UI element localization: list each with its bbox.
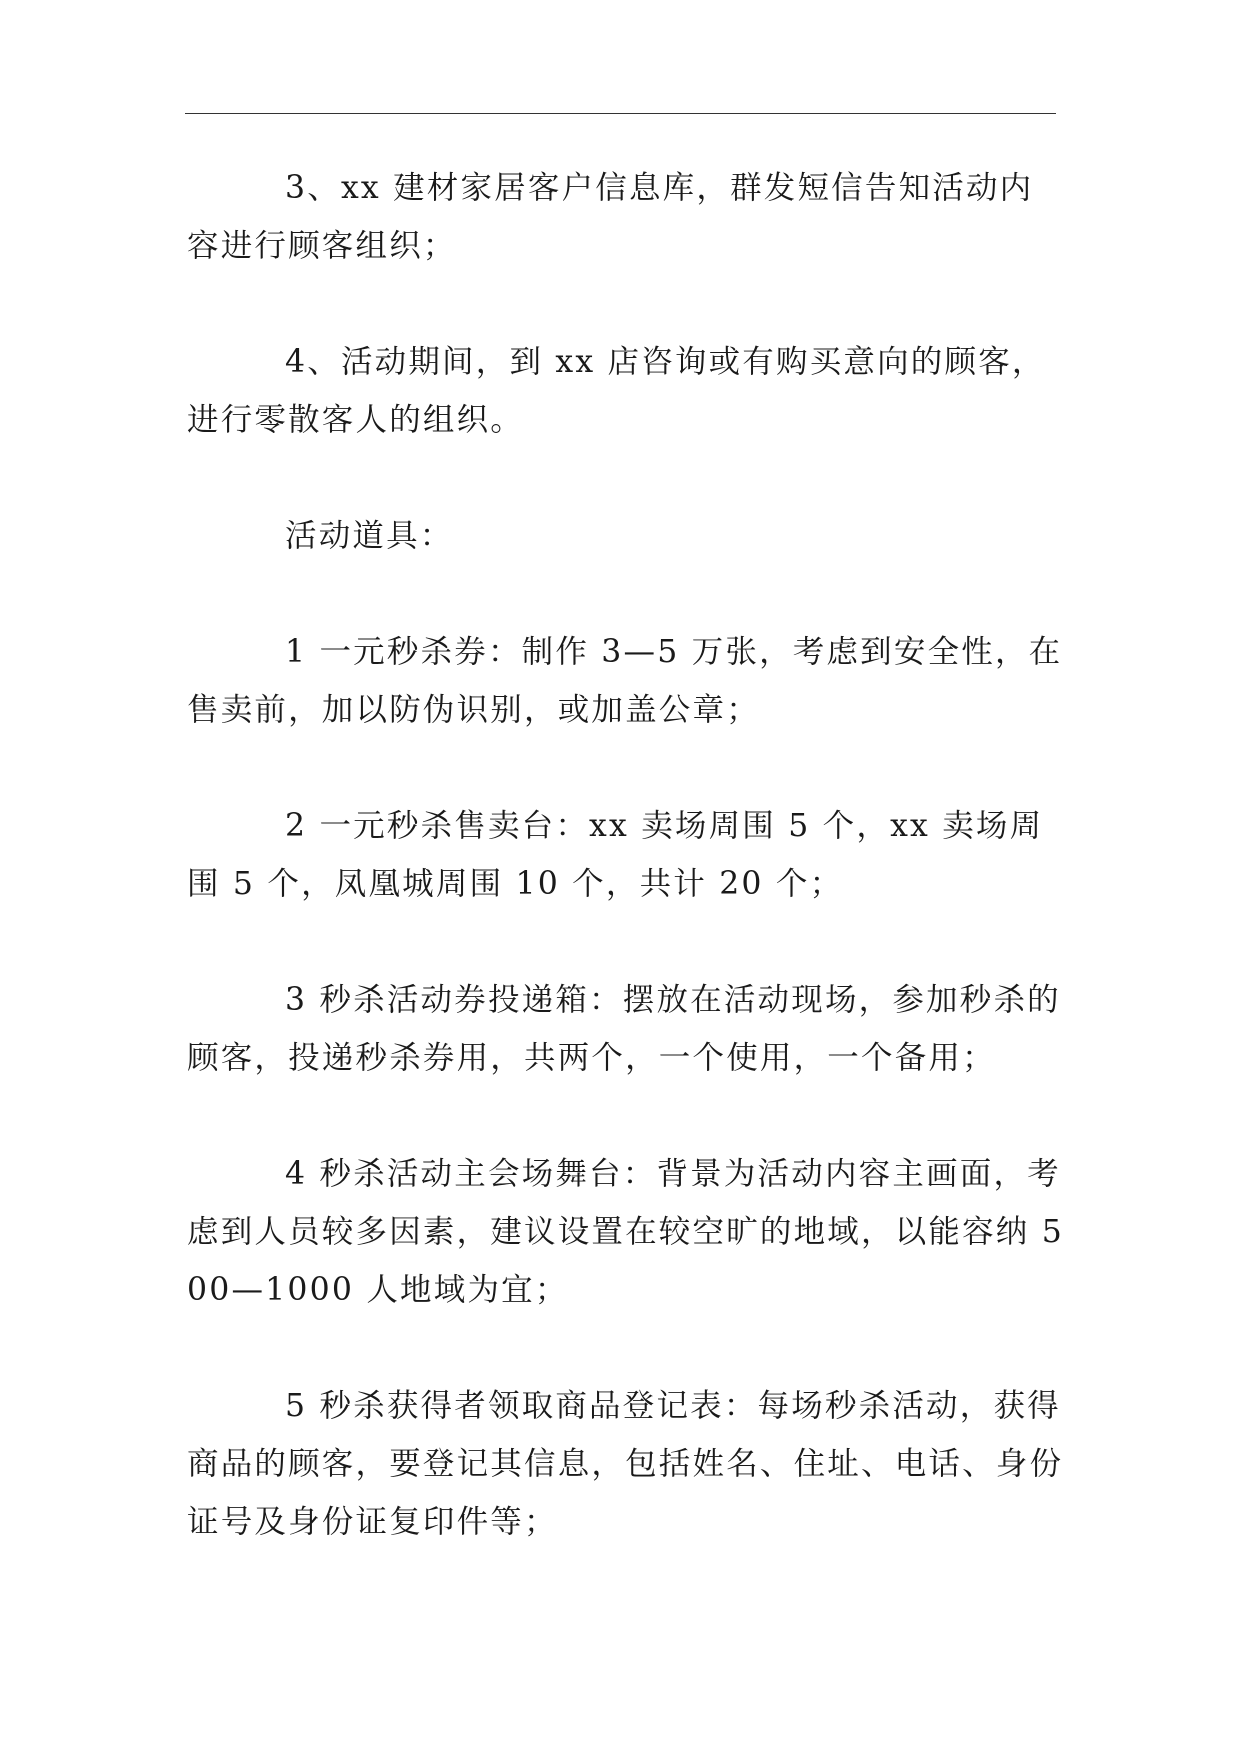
paragraph-walk-in-customers: 4、活动期间，到 xx 店咨询或有购买意向的顾客，进行零散客人的组织。 [187,344,1046,438]
paragraph-sale-counters: 2 一元秒杀售卖台：xx 卖场周围 5 个，xx 卖场周围 5 个，凤凰城周围 10 个，共计 20 个； [187,808,1044,902]
header-rule [185,113,1056,114]
paragraph-coupon-drop-box: 3 秒杀活动券投递箱：摆放在活动现场，参加秒杀的顾客，投递秒杀券用，共两个，一个使用，一个备用； [187,982,1061,1076]
section-heading-activity-props: 活动道具： [285,518,454,554]
paragraph-winner-registration-form: 5 秒杀获得者领取商品登记表：每场秒杀活动，获得商品的顾客，要登记其信息，包括姓名、住址、电话、身份证号及身份证复印件等； [187,1388,1064,1540]
document-body [187,159,1067,1609]
paragraph-customer-database-sms: 3、xx 建材家居客户信息库，群发短信告知活动内容进行顾客组织； [187,170,1034,264]
paragraph-flash-sale-coupon: 1 一元秒杀券：制作 3—5 万张，考虑到安全性，在售卖前，加以防伪识别，或加盖公章； [187,634,1063,728]
paragraph-main-stage: 4 秒杀活动主会场舞台：背景为活动内容主画面，考虑到人员较多因素，建议设置在较空旷的地域，以能容纳 500—1000 人地域为宜； [187,1156,1064,1308]
